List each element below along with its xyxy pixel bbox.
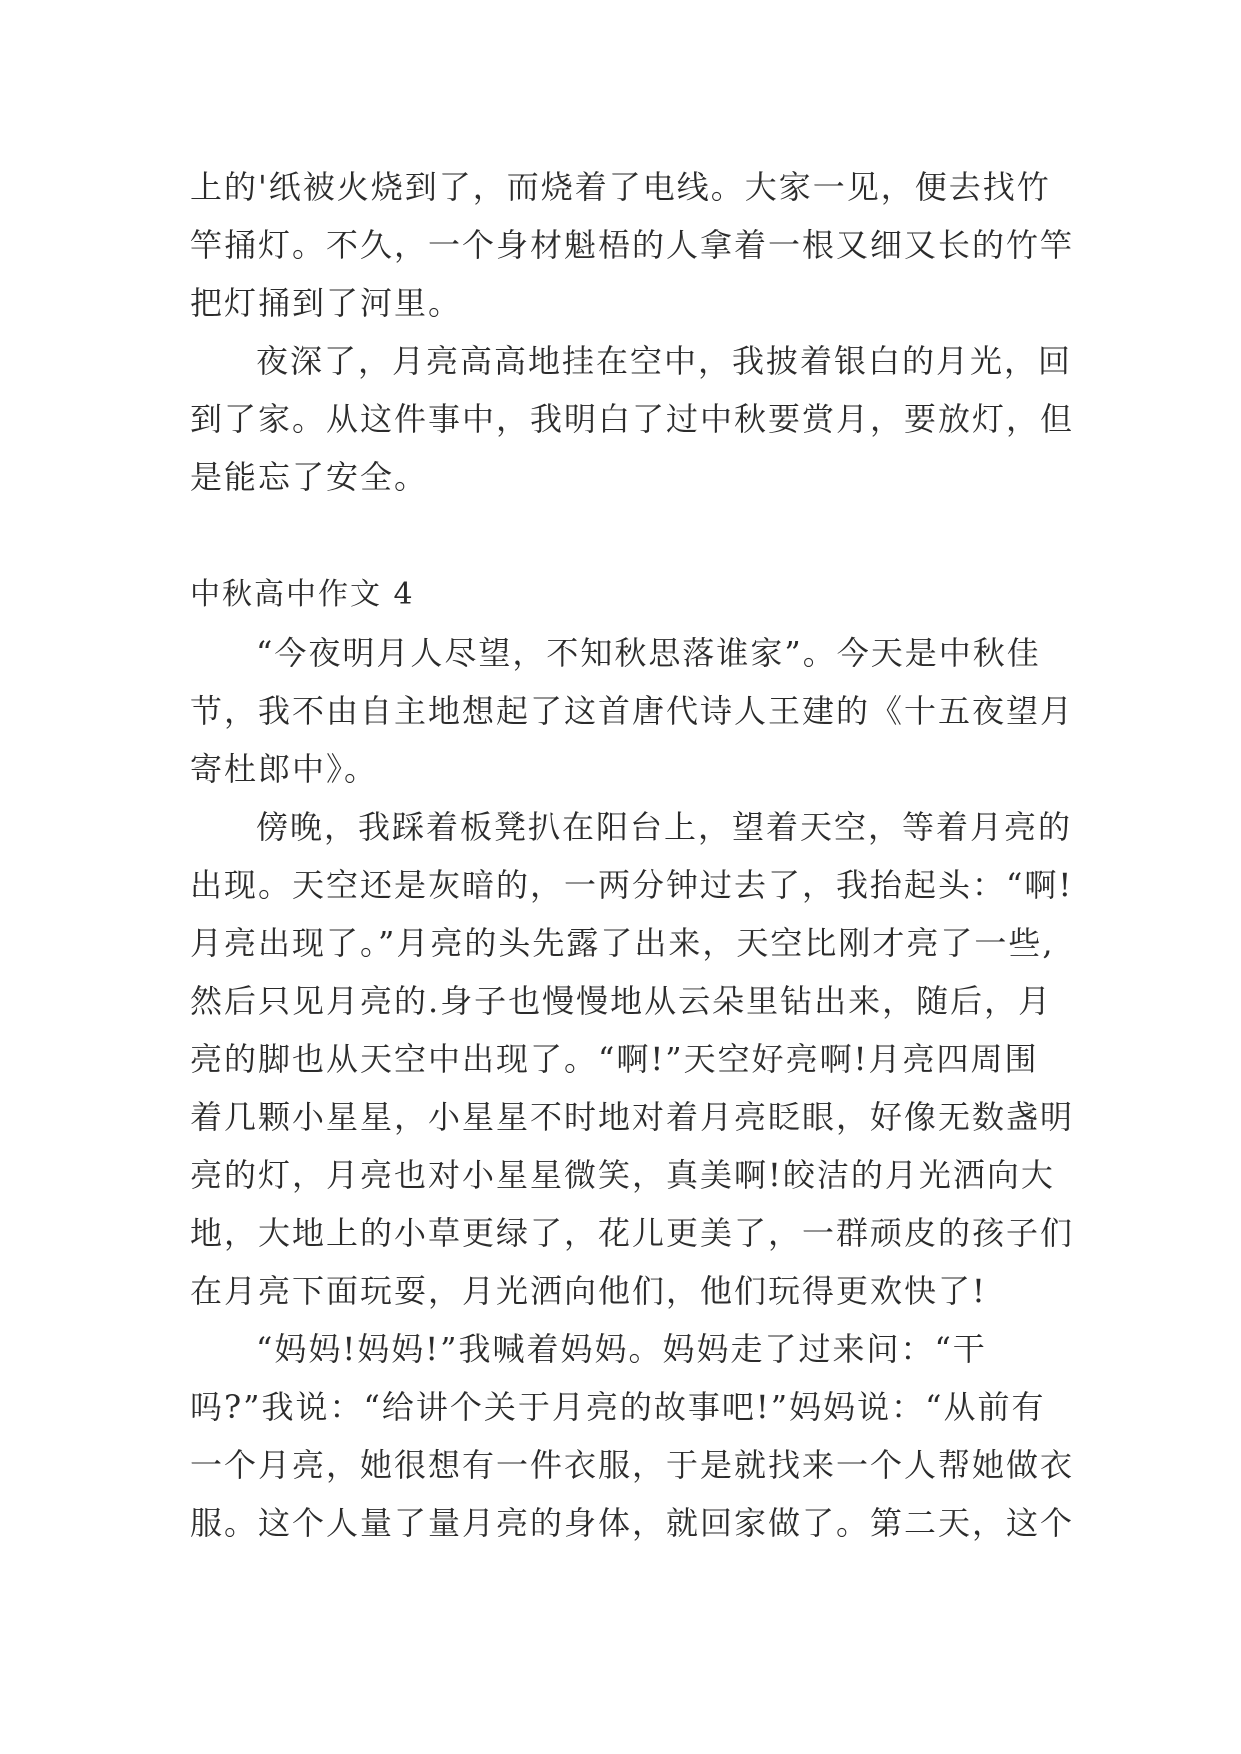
paragraph-5-line-2: 吗?”我说：“给讲个关于月亮的故事吧!”妈妈说：“从前有 — [190, 1388, 1046, 1426]
paragraph-3-line-1: “今夜明月人尽望，不知秋思落谁家”。今天是中秋佳 — [256, 634, 1041, 672]
paragraph-2-line-2: 到了家。从这件事中，我明白了过中秋要赏月，要放灯，但 — [190, 400, 1075, 438]
paragraph-4-line-8: 地，大地上的小草更绿了，花儿更美了，一群顽皮的孩子们 — [190, 1214, 1075, 1252]
paragraph-4-line-4: 然后只见月亮的.身子也慢慢地从云朵里钻出来，随后，月 — [190, 982, 1053, 1020]
paragraph-4-line-9: 在月亮下面玩耍，月光洒向他们，他们玩得更欢快了! — [190, 1272, 987, 1310]
paragraph-4-line-5: 亮的脚也从天空中出现了。“啊!”天空好亮啊!月亮四周围 — [190, 1040, 1039, 1078]
paragraph-1-line-3: 把灯捅到了河里。 — [190, 284, 463, 322]
paragraph-3 — [190, 624, 1075, 798]
paragraph-5-line-1: “妈妈!妈妈!”我喊着妈妈。妈妈走了过来问：“干 — [256, 1330, 987, 1368]
paragraph-3-line-3: 寄杜郎中》。 — [190, 750, 379, 788]
paragraph-4-line-6: 着几颗小星星，小星星不时地对着月亮眨眼，好像无数盏明 — [190, 1098, 1075, 1136]
paragraph-4-line-7: 亮的灯，月亮也对小星星微笑，真美啊!皎洁的月光洒向大 — [190, 1156, 1055, 1194]
paragraph-5 — [190, 1320, 1075, 1552]
paragraph-1-line-2: 竿捅灯。不久，一个身材魁梧的人拿着一根又细又长的竹竿 — [190, 226, 1075, 264]
paragraph-1 — [190, 158, 1075, 332]
paragraph-4-line-3: 月亮出现了。”月亮的头先露了出来，天空比刚才亮了一些, — [190, 924, 1055, 962]
paragraph-5-line-3: 一个月亮，她很想有一件衣服，于是就找来一个人帮她做衣 — [190, 1446, 1075, 1484]
paragraph-2-line-3: 是能忘了安全。 — [190, 458, 429, 496]
paragraph-1-line-1: 上的'纸被火烧到了，而烧着了电线。大家一见，便去找竹 — [190, 168, 1051, 206]
paragraph-4-line-2: 出现。天空还是灰暗的，一两分钟过去了，我抬起头：“啊! — [190, 866, 1074, 904]
paragraph-3-line-2: 节，我不由自主地想起了这首唐代诗人王建的《十五夜望月 — [190, 692, 1075, 730]
paragraph-2 — [190, 332, 1075, 506]
paragraph-2-line-1: 夜深了，月亮高高地挂在空中，我披着银白的月光，回 — [256, 342, 1073, 380]
paragraph-4-line-1: 傍晚，我踩着板凳扒在阳台上，望着天空，等着月亮的 — [256, 808, 1073, 846]
section-heading: 中秋高中作文 4 — [190, 577, 415, 612]
paragraph-4 — [190, 798, 1075, 1320]
paragraph-5-line-4: 服。这个人量了量月亮的身体，就回家做了。第二天，这个 — [190, 1504, 1075, 1542]
